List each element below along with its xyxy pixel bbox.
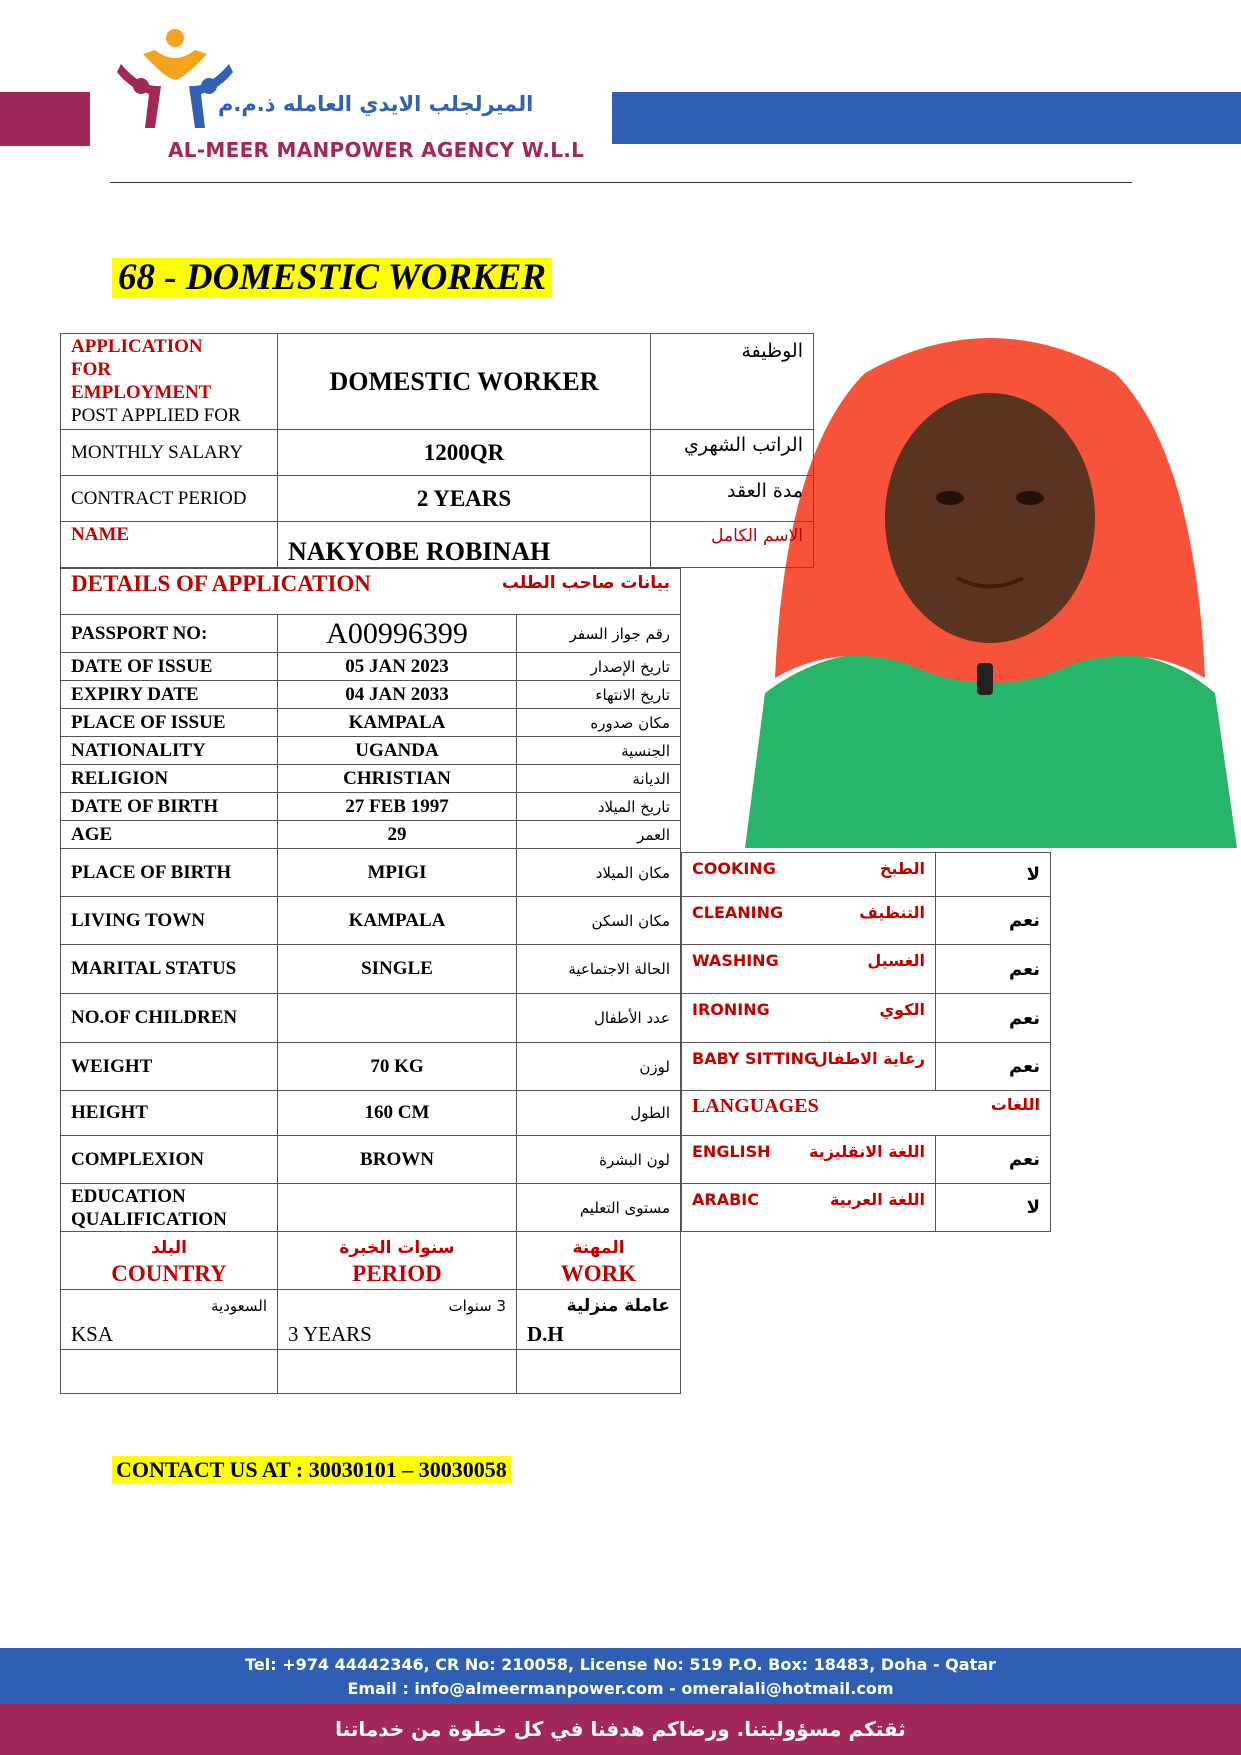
experience-work-arabic: عاملة منزلية <box>566 1295 670 1316</box>
language-answer: لا <box>936 1184 1051 1232</box>
page-title: 68 - DOMESTIC WORKER <box>112 258 552 298</box>
footer-line-2: Email : info@almeermanpower.com - omeralali@hotmail.com <box>347 1679 894 1698</box>
skills-table <box>681 852 1051 1232</box>
monthly-salary-value: 1200QR <box>278 430 651 476</box>
skill-label: IRONING <box>692 1000 770 1019</box>
languages-title: LANGUAGES <box>692 1095 819 1117</box>
experience-period-cell <box>278 1290 517 1350</box>
skill-answer: لا <box>936 853 1051 897</box>
table-row <box>61 476 814 522</box>
skill-cell-washing <box>682 945 936 994</box>
place-of-birth-label: PLACE OF BIRTH <box>61 849 278 897</box>
footer-contact-bar <box>0 1648 1241 1704</box>
religion-value: CHRISTIAN <box>278 765 517 793</box>
date-of-issue-label: DATE OF ISSUE <box>61 653 278 681</box>
height-label: HEIGHT <box>61 1091 278 1136</box>
marital-status-arabic: الحالة الاجتماعية <box>517 945 681 994</box>
table-row <box>682 853 1051 897</box>
skill-cell-baby-sitting <box>682 1043 936 1091</box>
skill-answer: نعم <box>936 897 1051 945</box>
work-header-arabic: المهنة <box>572 1237 625 1258</box>
worker-photo <box>745 333 1237 848</box>
religion-arabic: الديانة <box>517 765 681 793</box>
weight-label: WEIGHT <box>61 1043 278 1091</box>
table-row <box>61 897 681 945</box>
table-row <box>61 821 681 849</box>
experience-work-cell <box>517 1290 681 1350</box>
complexion-arabic: لون البشرة <box>517 1136 681 1184</box>
language-cell-arabic <box>682 1184 936 1232</box>
experience-empty-row <box>61 1350 681 1394</box>
date-of-issue-arabic: تاريخ الإصدار <box>517 653 681 681</box>
footer-line-1: Tel: +974 44442346, CR No: 210058, License No: 519 P.O. Box: 18483, Doha - Qatar <box>245 1655 996 1674</box>
age-arabic: العمر <box>517 821 681 849</box>
details-title: DETAILS OF APPLICATION <box>71 571 371 596</box>
date-of-birth-value: 27 FEB 1997 <box>278 793 517 821</box>
nationality-label: NATIONALITY <box>61 737 278 765</box>
company-logo-icon <box>115 28 235 138</box>
table-row <box>61 653 681 681</box>
age-value: 29 <box>278 821 517 849</box>
skill-label: BABY SITTING <box>692 1049 818 1068</box>
post-applied-label: POST APPLIED FOR <box>71 405 241 426</box>
period-header <box>278 1232 517 1290</box>
company-name-english: AL-MEER MANPOWER AGENCY W.L.L <box>168 138 585 162</box>
table-row <box>61 1091 681 1136</box>
complexion-value: BROWN <box>278 1136 517 1184</box>
language-label: ENGLISH <box>692 1142 771 1161</box>
experience-country-cell <box>61 1290 278 1350</box>
date-of-birth-arabic: تاريخ الميلاد <box>517 793 681 821</box>
skill-label-arabic: الغسيل <box>867 951 925 970</box>
experience-header-row <box>61 1232 681 1290</box>
nationality-value: UGANDA <box>278 737 517 765</box>
table-row <box>61 522 814 568</box>
details-title-arabic: بيانات صاحب الطلب <box>501 573 670 593</box>
table-row <box>61 849 681 897</box>
table-row <box>682 1184 1051 1232</box>
passport-arabic: رقم جواز السفر <box>517 615 681 653</box>
skill-answer: نعم <box>936 945 1051 994</box>
expiry-date-label: EXPIRY DATE <box>61 681 278 709</box>
date-of-birth-label: DATE OF BIRTH <box>61 793 278 821</box>
skill-label-arabic: الكوي <box>879 1000 925 1019</box>
table-row <box>61 793 681 821</box>
height-value: 160 CM <box>278 1091 517 1136</box>
contract-period-arabic: مدة العقد <box>651 476 814 522</box>
table-row <box>61 569 681 615</box>
language-label-arabic: اللغة الانقليزية <box>809 1142 925 1161</box>
education-label: EDUCATION QUALIFICATION <box>61 1184 278 1232</box>
complexion-label: COMPLEXION <box>61 1136 278 1184</box>
empty-cell <box>517 1350 681 1394</box>
table-row <box>682 994 1051 1043</box>
country-header-arabic: البلد <box>151 1237 187 1258</box>
date-of-issue-value: 05 JAN 2023 <box>278 653 517 681</box>
monthly-salary-arabic: الراتب الشهري <box>651 430 814 476</box>
age-label: AGE <box>61 821 278 849</box>
children-label: NO.OF CHILDREN <box>61 994 278 1043</box>
skill-label: COOKING <box>692 859 776 878</box>
work-header <box>517 1232 681 1290</box>
table-row <box>61 681 681 709</box>
skill-answer: نعم <box>936 1043 1051 1091</box>
languages-title-arabic: اللغات <box>990 1095 1040 1114</box>
marital-status-label: MARITAL STATUS <box>61 945 278 994</box>
experience-row <box>61 1290 681 1350</box>
place-of-birth-arabic: مكان الميلاد <box>517 849 681 897</box>
empty-cell <box>278 1350 517 1394</box>
empty-cell <box>61 1350 278 1394</box>
passport-value: A00996399 <box>278 615 517 653</box>
skill-label: WASHING <box>692 951 779 970</box>
languages-header-cell <box>682 1091 1051 1136</box>
table-row <box>61 709 681 737</box>
name-arabic: الاسم الكامل <box>651 522 814 568</box>
experience-period: 3 YEARS <box>288 1321 372 1346</box>
religion-label: RELIGION <box>61 765 278 793</box>
skill-label-arabic: الطبخ <box>879 859 925 878</box>
language-answer: نعم <box>936 1136 1051 1184</box>
header-maroon-bar <box>0 92 90 146</box>
passport-label: PASSPORT NO: <box>61 615 278 653</box>
country-header <box>61 1232 278 1290</box>
post-applied-cell <box>61 334 278 430</box>
company-name-arabic: الميرلجلب الايدي العامله ذ.م.م <box>218 92 534 116</box>
languages-header-row <box>682 1091 1051 1136</box>
post-applied-arabic: الوظيفة <box>651 334 814 430</box>
period-header-arabic: سنوات الخبرة <box>339 1237 455 1258</box>
place-of-issue-label: PLACE OF ISSUE <box>61 709 278 737</box>
weight-value: 70 KG <box>278 1043 517 1091</box>
experience-period-arabic: 3 سنوات <box>448 1296 506 1315</box>
skill-label-arabic: التنظيف <box>859 903 925 922</box>
skill-cell-cooking <box>682 853 936 897</box>
table-row <box>61 765 681 793</box>
period-header-english: PERIOD <box>352 1260 442 1286</box>
language-cell-english <box>682 1136 936 1184</box>
education-value <box>278 1184 517 1232</box>
header-divider <box>110 182 1132 183</box>
table-row <box>61 615 681 653</box>
living-town-label: LIVING TOWN <box>61 897 278 945</box>
place-of-issue-arabic: مكان صدوره <box>517 709 681 737</box>
details-title-cell <box>61 569 681 615</box>
table-row <box>682 1043 1051 1091</box>
table-row <box>682 1136 1051 1184</box>
country-header-english: COUNTRY <box>111 1260 227 1286</box>
nationality-arabic: الجنسية <box>517 737 681 765</box>
children-value <box>278 994 517 1043</box>
application-details-table <box>60 568 681 1394</box>
expiry-date-value: 04 JAN 2033 <box>278 681 517 709</box>
footer-slogan: ثقتكم مسؤوليتنا. ورضاكم هدفنا في كل خطوة من خدماتنا <box>0 1704 1241 1755</box>
work-header-english: WORK <box>560 1260 637 1286</box>
experience-work: D.H <box>527 1321 564 1346</box>
experience-country-arabic: السعودية <box>210 1296 267 1315</box>
skill-label: CLEANING <box>692 903 784 922</box>
contract-period-value: 2 YEARS <box>278 476 651 522</box>
contact-line: CONTACT US AT : 30030101 – 30030058 <box>112 1456 511 1484</box>
place-of-birth-value: MPIGI <box>278 849 517 897</box>
living-town-arabic: مكان السكن <box>517 897 681 945</box>
table-row <box>61 1136 681 1184</box>
weight-arabic: لوزن <box>517 1043 681 1091</box>
table-row <box>61 430 814 476</box>
monthly-salary-label: MONTHLY SALARY <box>61 430 278 476</box>
table-row <box>61 1043 681 1091</box>
experience-country: KSA <box>71 1321 114 1346</box>
employment-summary-table <box>60 333 814 568</box>
marital-status-value: SINGLE <box>278 945 517 994</box>
language-label: ARABIC <box>692 1190 759 1209</box>
place-of-issue-value: KAMPALA <box>278 709 517 737</box>
table-row <box>61 334 814 430</box>
table-row <box>61 945 681 994</box>
name-value: NAKYOBE ROBINAH <box>278 522 651 568</box>
language-label-arabic: اللغة العربية <box>829 1190 925 1209</box>
table-row <box>61 1184 681 1232</box>
height-arabic: الطول <box>517 1091 681 1136</box>
skill-label-arabic: رعاية الاطفال <box>813 1049 925 1068</box>
table-row <box>682 945 1051 994</box>
application-label: APPLICATION FOR EMPLOYMENT <box>71 336 212 403</box>
skill-cell-cleaning <box>682 897 936 945</box>
table-row <box>61 737 681 765</box>
children-arabic: عدد الأطفال <box>517 994 681 1043</box>
table-row <box>682 897 1051 945</box>
table-row <box>61 994 681 1043</box>
name-label: NAME <box>61 522 278 568</box>
skill-answer: نعم <box>936 994 1051 1043</box>
skill-cell-ironing <box>682 994 936 1043</box>
expiry-date-arabic: تاريخ الانتهاء <box>517 681 681 709</box>
education-arabic: مستوى التعليم <box>517 1184 681 1232</box>
contract-period-label: CONTRACT PERIOD <box>61 476 278 522</box>
post-applied-value: DOMESTIC WORKER <box>278 334 651 430</box>
living-town-value: KAMPALA <box>278 897 517 945</box>
header-blue-bar <box>612 92 1241 144</box>
